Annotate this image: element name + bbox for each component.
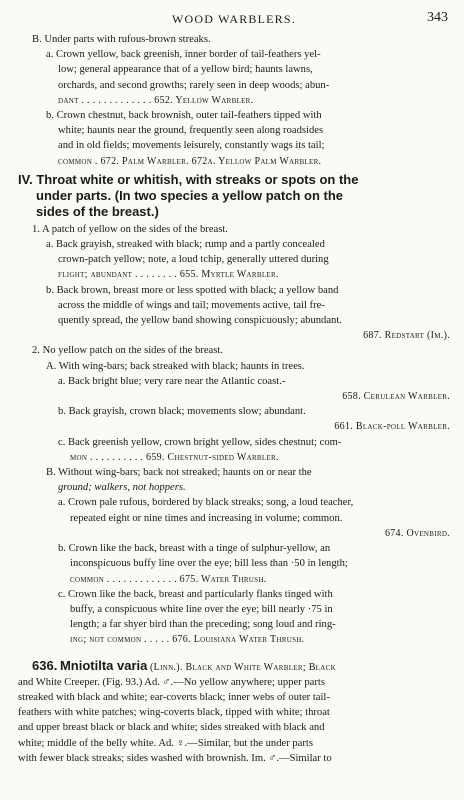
running-title: WOOD WARBLERS. (172, 12, 296, 26)
key-line: a. Crown yellow, back greenish, inner border of tail-feathers yel- (46, 49, 321, 61)
key-line: a. Back bright blue; very rare near the Atlantic coast.- (58, 375, 286, 387)
key-line: b. Back grayish, crown black; movements slow; abundant. (58, 406, 306, 418)
key-line: orchards, and second growths; rarely seen in deep woods; abun- (58, 79, 330, 91)
key-line: c. Crown like the back, breast and particularly flanks tinged with (58, 588, 333, 600)
key-line: flight; abundant . . . . . . . . 655. Myrtle Warbler. (58, 269, 279, 281)
entry-line: streaked with black and white; ear-coverts black; inner webs of outer tail- (18, 691, 330, 703)
key-line: across the middle of wings and tail; movements active, tail fre- (58, 299, 325, 311)
entry-line: and upper breast black or black and white; sides streaked with black and (18, 722, 325, 734)
entry-line: white; middle of the belly white. Ad. ♀.—Similar, but the under parts (18, 737, 313, 749)
key-line: c. Back greenish yellow, crown bright yellow, sides chestnut; com- (58, 436, 342, 448)
key-line: mon . . . . . . . . . . 659. Chestnut-sided Warbler. (70, 451, 279, 463)
key-line: inconspicuous buffy line over the eye; bill less than ·50 in length; (70, 558, 348, 570)
key-line: dant . . . . . . . . . . . . . 652. Yellow Warbler. (58, 94, 254, 106)
species-number: 636. (32, 657, 58, 673)
key-line: common . . . . . . . . . . . . . 675. Water Thrush. (70, 573, 267, 585)
entry-line: and White Creeper. (Fig. 93.) Ad. ♂.—No yellow anywhere; upper parts (18, 676, 325, 688)
species-entry-636 (18, 658, 450, 675)
key-line: a. Back grayish, streaked with black; rump and a partly concealed (46, 239, 325, 251)
key-line: b. Crown like the back, breast with a tinge of sulphur-yellow, an (58, 543, 331, 555)
key-line: B. Without wing-bars; back not streaked; haunts on or near the (46, 467, 312, 479)
key-line: crown-patch yellow; note, a loud tchip, generally uttered during (58, 254, 329, 266)
key-line: b. Back brown, breast more or less spotted with black; a yellow band (46, 284, 339, 296)
key-line: 658. Cerulean Warbler. (342, 391, 450, 403)
key-line: B. Under parts with rufous-brown streaks. (32, 34, 211, 45)
page-number: 343 (427, 10, 448, 25)
key-line: 661. Black-poll Warbler. (334, 421, 450, 433)
section-heading-iv (18, 172, 450, 220)
key-line: 1. A patch of yellow on the sides of the breast. (32, 223, 228, 235)
running-header (18, 10, 450, 32)
heading-line: under parts. (In two species a yellow patch on the (36, 187, 344, 203)
key-line: b. Crown chestnut, back brownish, outer tail-feathers tipped with (46, 110, 322, 122)
key-line: buffy, a conspicuous white line over the eye; bill nearly ·75 in (70, 603, 333, 615)
key-line: and in old fields; movements leisurely, constantly wags its tail; (58, 140, 325, 152)
heading-line: sides of the breast.) (36, 203, 159, 219)
book-page (18, 10, 450, 766)
key-line: ground; walkers, not hoppers. (58, 482, 186, 494)
entry-line: with fewer black streaks; sides washed with brownish. Im. ♂.—Similar to (18, 752, 332, 764)
key-line: 2. No yellow patch on the sides of the breast. (32, 345, 223, 357)
key-line: ing; not common . . . . . 676. Louisiana Water Thrush. (70, 634, 305, 646)
key-line: 687. Redstart (Im.). (363, 330, 450, 342)
key-line: a. Crown pale rufous, bordered by black streaks; song, a loud teacher, (58, 497, 354, 509)
key-line: 674. Ovenbird. (384, 527, 450, 539)
key-line: low; general appearance that of a yellow bird; haunts lawns, (58, 64, 313, 76)
key-line: length; a far shyer bird than the preceding; song loud and ring- (70, 619, 336, 631)
heading-line: IV. Throat white or whitish, with streaks or spots on the (18, 171, 359, 187)
entry-line: feathers with white patches; wing-coverts black, tipped with white; throat (18, 707, 330, 719)
key-line: repeated eight or nine times and increasing in volume; common. (70, 512, 343, 524)
species-name: Mniotilta varia (59, 657, 148, 673)
key-line: white; haunts near the ground, frequently seen along roadsides (58, 125, 324, 137)
key-line: quently spread, the yellow band showing conspicuously; abundant. (58, 315, 342, 327)
species-common-name: (Linn.). Black and White Warbler; Black (150, 661, 336, 673)
key-line: common . 672. Palm Warbler. 672a. Yellow Palm Warbler. (58, 155, 322, 167)
key-line: A. With wing-bars; back streaked with black; haunts in trees. (46, 360, 305, 372)
